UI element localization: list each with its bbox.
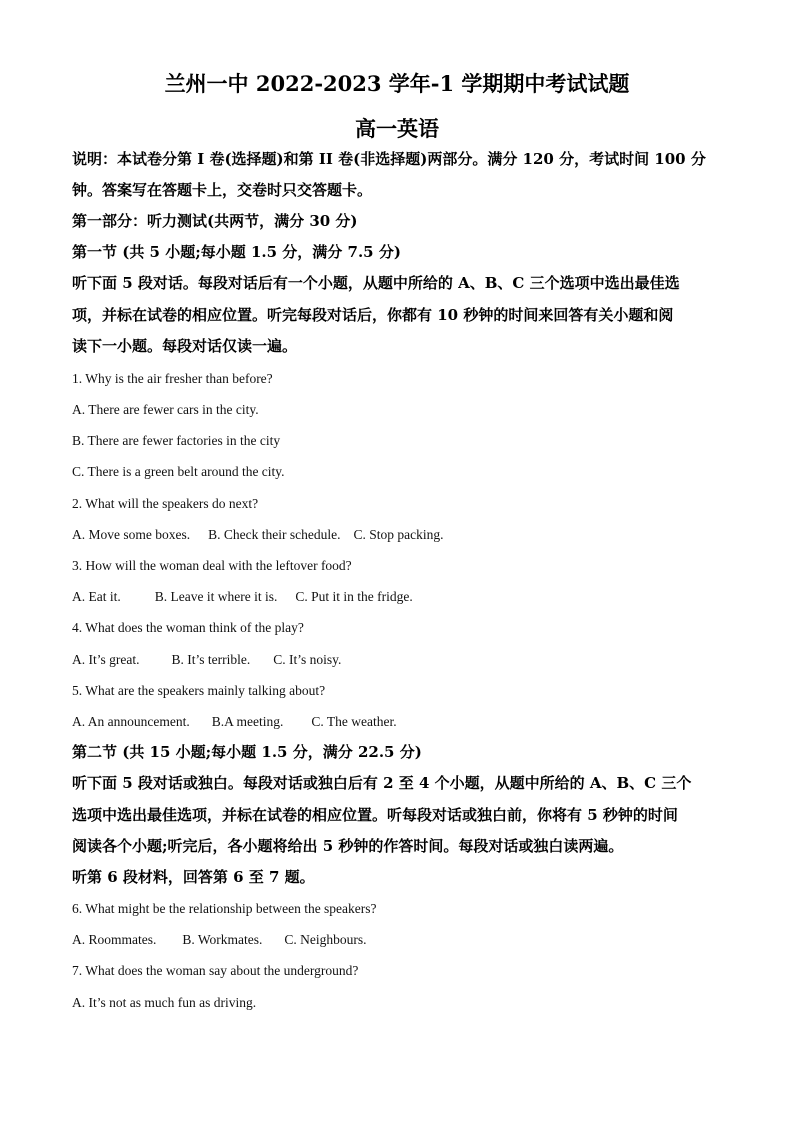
page-title: 兰州一中 2022-2023 学年-1 学期期中考试试题 bbox=[164, 71, 630, 96]
question-2-option-b: B. Check their schedule. bbox=[208, 527, 341, 542]
question-4-option-c: C. It’s noisy. bbox=[273, 652, 342, 667]
intro-line-2: 钟。答案写在答题卡上，交卷时只交答题卡。 bbox=[72, 181, 373, 199]
question-3-option-b: B. Leave it where it is. bbox=[154, 589, 278, 604]
section1-instruction-2: 项，并标在试卷的相应位置。听完每段对话后，你都有 10 秒钟的时间来回答有关小题和阅 bbox=[72, 306, 674, 324]
question-4-option-a: A. It’s great. bbox=[72, 652, 140, 667]
question-3-stem: 3. How will the woman deal with the leftover food? bbox=[72, 558, 352, 573]
section2-heading: 第二节 (共 15 小题;每小题 1.5 分，满分 22.5 分) bbox=[72, 743, 422, 761]
question-6-option-a: A. Roommates. bbox=[72, 932, 157, 947]
section2-instruction-3: 阅读各个小题;听完后，各小题将给出 5 秒钟的作答时间。每段对话或独白读两遍。 bbox=[72, 837, 624, 855]
section1-instruction-3: 读下一小题。每段对话仅读一遍。 bbox=[72, 337, 298, 355]
question-2-option-c: C. Stop packing. bbox=[353, 527, 444, 542]
question-5-option-a: A. An announcement. bbox=[72, 714, 190, 729]
question-7-stem: 7. What does the woman say about the underground? bbox=[72, 963, 359, 978]
question-6-stem: 6. What might be the relationship between the speakers? bbox=[72, 901, 377, 916]
material-6-heading: 听第 6 段材料，回答第 6 至 7 题。 bbox=[72, 868, 315, 886]
question-2-option-a: A. Move some boxes. bbox=[72, 527, 191, 542]
question-3-option-a: A. Eat it. bbox=[72, 589, 121, 604]
question-1-option-a: A. There are fewer cars in the city. bbox=[72, 402, 259, 417]
page-subtitle: 高一英语 bbox=[355, 116, 439, 141]
question-5-option-c: C. The weather. bbox=[311, 714, 397, 729]
question-1-option-b: B. There are fewer factories in the city bbox=[72, 433, 281, 448]
question-5-stem: 5. What are the speakers mainly talking about? bbox=[72, 683, 326, 698]
question-6-option-c: C. Neighbours. bbox=[284, 932, 367, 947]
question-4-option-b: B. It’s terrible. bbox=[171, 652, 251, 667]
section1-heading: 第一节 (共 5 小题;每小题 1.5 分，满分 7.5 分) bbox=[72, 243, 401, 261]
section1-instruction-1: 听下面 5 段对话。每段对话后有一个小题，从题中所给的 A、B、C 三个选项中选出最佳选 bbox=[72, 274, 680, 292]
part1-heading: 第一部分：听力测试(共两节，满分 30 分) bbox=[72, 212, 358, 230]
section2-instruction-2: 选项中选出最佳选项，并标在试卷的相应位置。听每段对话或独白前，你将有 5 秒钟的时间 bbox=[72, 806, 678, 824]
question-6-options bbox=[72, 930, 722, 950]
question-4-stem: 4. What does the woman think of the play? bbox=[72, 620, 304, 635]
question-4-options bbox=[72, 650, 722, 670]
question-2-options bbox=[72, 525, 722, 545]
question-1-option-c: C. There is a green belt around the city. bbox=[72, 464, 285, 479]
question-3-option-c: C. Put it in the fridge. bbox=[295, 589, 413, 604]
question-3-options bbox=[72, 587, 722, 607]
question-7-option-a: A. It’s not as much fun as driving. bbox=[72, 995, 257, 1010]
question-1-stem: 1. Why is the air fresher than before? bbox=[72, 371, 273, 386]
question-6-option-b: B. Workmates. bbox=[182, 932, 263, 947]
question-5-options bbox=[72, 712, 722, 732]
question-5-option-b: B.A meeting. bbox=[211, 714, 284, 729]
question-2-stem: 2. What will the speakers do next? bbox=[72, 496, 259, 511]
intro-line-1: 说明：本试卷分第 I 卷(选择题)和第 II 卷(非选择题)两部分。满分 120 分，考试时间 100 分 bbox=[72, 150, 706, 168]
section2-instruction-1: 听下面 5 段对话或独白。每段对话或独白后有 2 至 4 个小题，从题中所给的 A、B、C 三个 bbox=[72, 774, 692, 792]
